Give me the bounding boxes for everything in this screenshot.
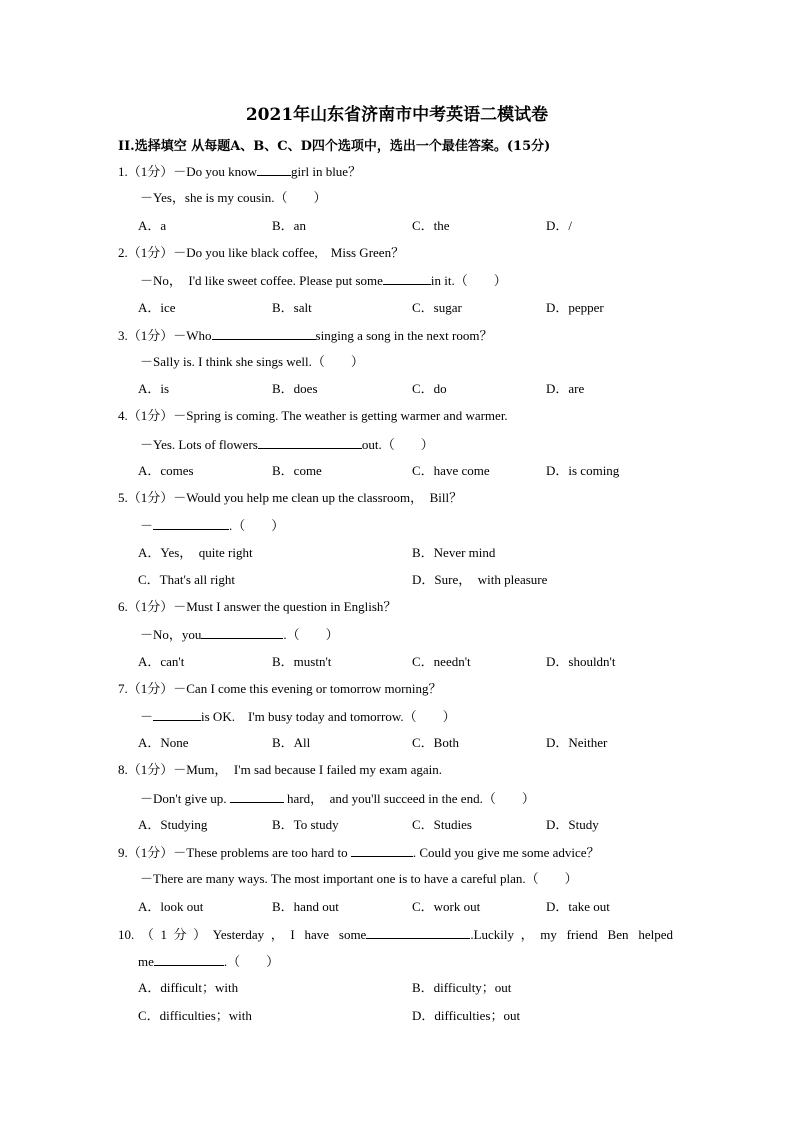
option-c[interactable]: C．the bbox=[412, 218, 450, 233]
option-d[interactable]: D．Neither bbox=[546, 735, 608, 750]
answer-blank bbox=[212, 327, 316, 340]
option-a[interactable]: A．Studying bbox=[138, 817, 208, 832]
question-3: 3.（1分）－Who singing a song in the next room？ bbox=[118, 328, 493, 343]
question-1: 1.（1分）－Do you know girl in blue？ bbox=[118, 164, 362, 179]
question-4: 4.（1分）－Spring is coming. The weather is getting warmer and warmer. bbox=[118, 408, 508, 423]
option-a[interactable]: A．None bbox=[138, 735, 189, 750]
question-2: 2.（1分）－Do you like black coffee, Miss Green？ bbox=[118, 245, 405, 260]
option-d[interactable]: D．shouldn't bbox=[546, 654, 616, 669]
question-5: 5.（1分）－Would you help me clean up the classroom， Bill？ bbox=[118, 490, 463, 505]
option-b[interactable]: B．salt bbox=[272, 300, 312, 315]
question-9-dialog: －There are many ways. The most important one is to have a careful plan.（ ） bbox=[140, 871, 578, 886]
question-8-dialog: －Don't give up. hard， and you'll succeed in the end.（ ） bbox=[140, 791, 535, 806]
question-3-dialog: －Sally is. I think she sings well.（ ） bbox=[140, 354, 364, 369]
option-a[interactable]: A．difficult；with bbox=[138, 980, 239, 995]
question-7: 7.（1分）－Can I come this evening or tomorrow morning？ bbox=[118, 681, 442, 696]
option-b[interactable]: B．To study bbox=[272, 817, 339, 832]
option-b[interactable]: B．difficulty；out bbox=[412, 980, 512, 995]
question-10-continuation: me .（ ） bbox=[138, 954, 280, 969]
section-heading: II.选择填空 从每题A、B、C、D四个选项中，选出一个最佳答案。(15分) bbox=[118, 139, 551, 154]
answer-blank bbox=[257, 163, 291, 176]
option-c[interactable]: C．work out bbox=[412, 899, 481, 914]
option-d[interactable]: D．Sure， with pleasure bbox=[412, 572, 548, 587]
option-d[interactable]: D．Study bbox=[546, 817, 599, 832]
answer-blank bbox=[154, 953, 224, 966]
question-1-dialog: －Yes，she is my cousin.（ ） bbox=[140, 190, 327, 205]
option-b[interactable]: B．come bbox=[272, 463, 322, 478]
option-c[interactable]: C．have come bbox=[412, 463, 490, 478]
answer-blank bbox=[383, 272, 431, 285]
answer-blank bbox=[230, 790, 284, 803]
answer-blank bbox=[258, 436, 362, 449]
option-a[interactable]: A．ice bbox=[138, 300, 176, 315]
option-c[interactable]: C．do bbox=[412, 381, 447, 396]
option-c[interactable]: C．needn't bbox=[412, 654, 471, 669]
option-a[interactable]: A．a bbox=[138, 218, 167, 233]
answer-blank bbox=[201, 626, 283, 639]
option-b[interactable]: B．All bbox=[272, 735, 311, 750]
question-10: 10.（1分）Yesterday，I have some .Luckily，my friend Ben helped bbox=[118, 927, 673, 942]
option-d[interactable]: D．pepper bbox=[546, 300, 604, 315]
option-c[interactable]: C．sugar bbox=[412, 300, 462, 315]
question-6-dialog: －No，you .（ ） bbox=[140, 627, 339, 642]
answer-blank bbox=[153, 517, 229, 530]
option-d[interactable]: D．is coming bbox=[546, 463, 620, 478]
option-b[interactable]: B．an bbox=[272, 218, 306, 233]
question-9: 9.（1分）－These problems are too hard to . Could you give me some advice？ bbox=[118, 845, 600, 860]
option-a[interactable]: A．can't bbox=[138, 654, 185, 669]
option-a[interactable]: A．is bbox=[138, 381, 170, 396]
option-c[interactable]: C．difficulties；with bbox=[138, 1008, 252, 1023]
option-d[interactable]: D．are bbox=[546, 381, 585, 396]
exam-title: 2021年山东省济南市中考英语二模试卷 bbox=[245, 105, 549, 125]
option-a[interactable]: A．Yes， quite right bbox=[138, 545, 253, 560]
question-4-dialog: －Yes. Lots of flowers out.（ ） bbox=[140, 437, 434, 452]
option-b[interactable]: B．mustn't bbox=[272, 654, 332, 669]
option-d[interactable]: D．/ bbox=[546, 218, 573, 233]
answer-blank bbox=[153, 708, 201, 721]
question-6: 6.（1分）－Must I answer the question in English？ bbox=[118, 599, 397, 614]
option-b[interactable]: B．does bbox=[272, 381, 318, 396]
question-2-dialog: －No， I'd like sweet coffee. Please put some in it.（ ） bbox=[140, 273, 507, 288]
option-c[interactable]: C．Studies bbox=[412, 817, 472, 832]
option-d[interactable]: D．difficulties；out bbox=[412, 1008, 521, 1023]
question-5-dialog: － .（ ） bbox=[140, 518, 285, 533]
option-a[interactable]: A．look out bbox=[138, 899, 204, 914]
option-d[interactable]: D．take out bbox=[546, 899, 610, 914]
answer-blank bbox=[351, 844, 413, 857]
question-7-dialog: － is OK. I'm busy today and tomorrow.（ ） bbox=[140, 709, 456, 724]
option-c[interactable]: C．Both bbox=[412, 735, 459, 750]
option-b[interactable]: B．Never mind bbox=[412, 545, 496, 560]
question-8: 8.（1分）－Mum， I'm sad because I failed my exam again. bbox=[118, 762, 443, 777]
option-c[interactable]: C．That's all right bbox=[138, 572, 235, 587]
option-a[interactable]: A．comes bbox=[138, 463, 194, 478]
option-b[interactable]: B．hand out bbox=[272, 899, 339, 914]
answer-blank bbox=[366, 926, 470, 939]
